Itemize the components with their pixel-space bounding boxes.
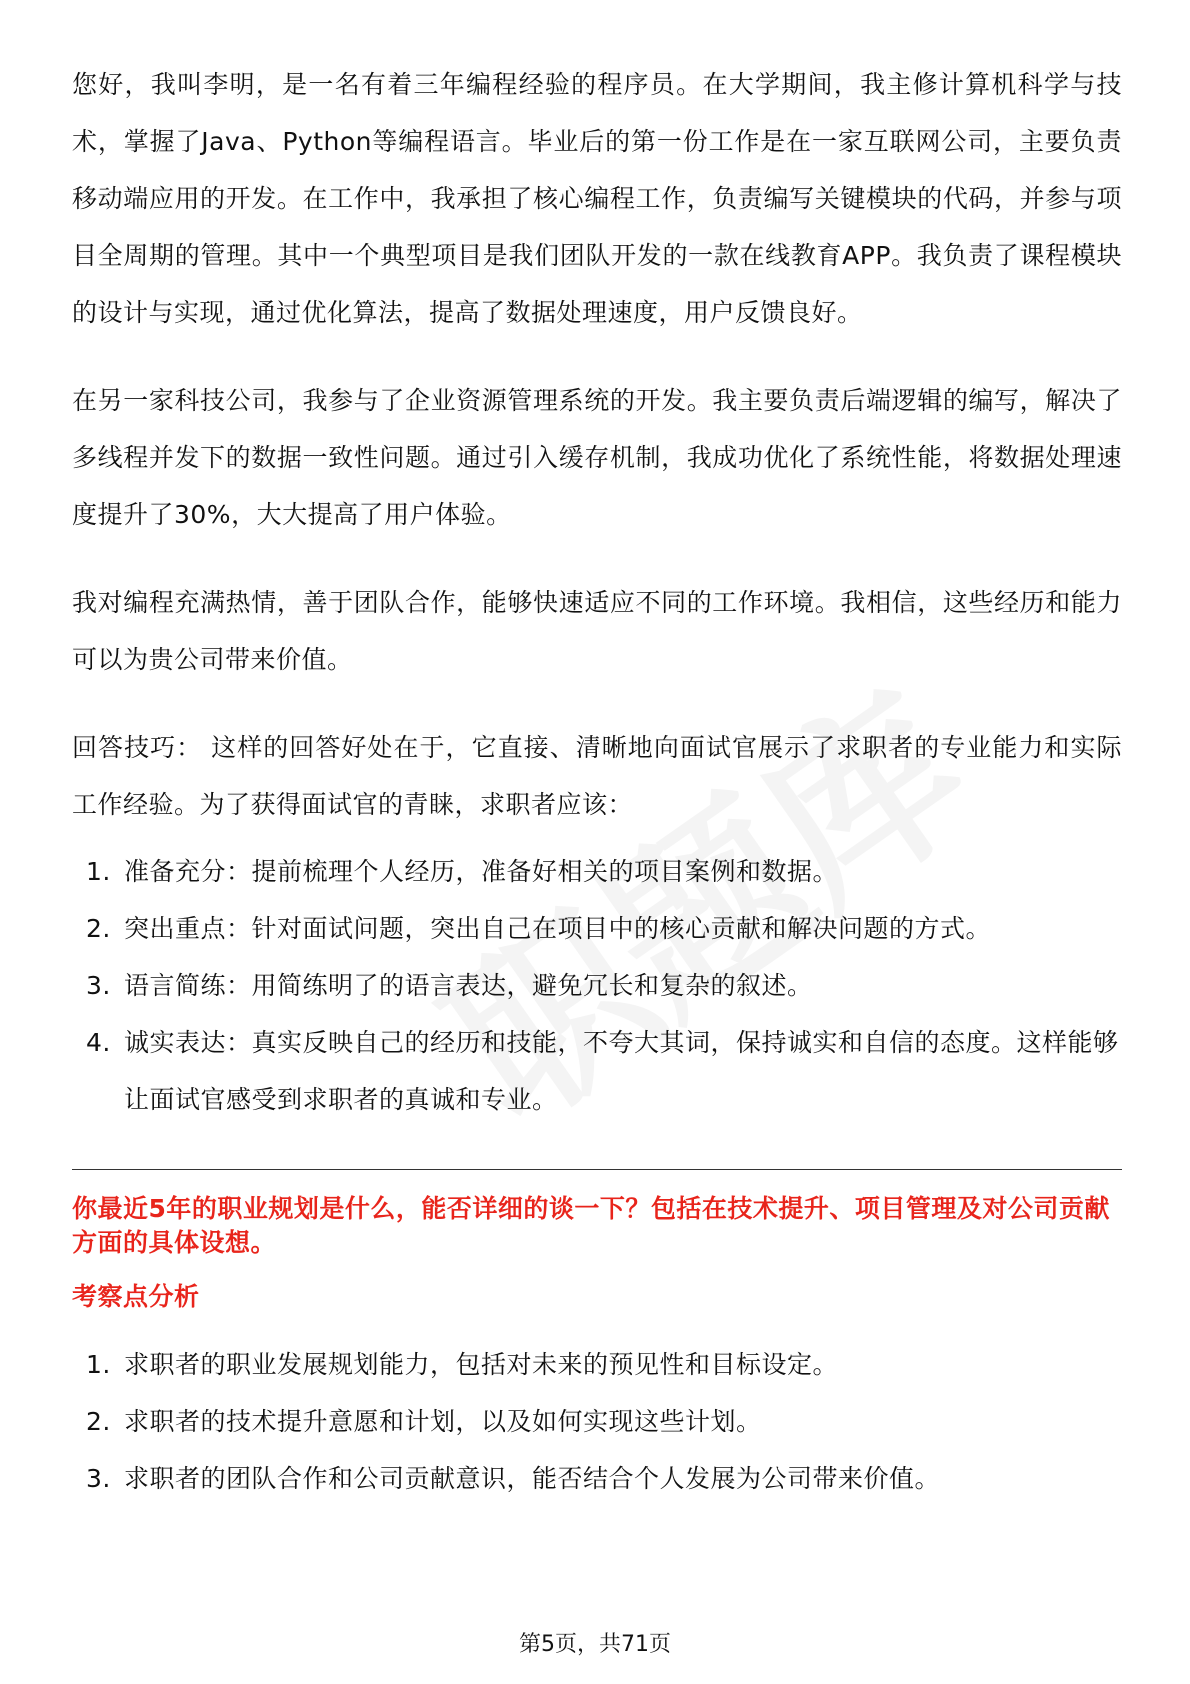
list-text: 求职者的职业发展规划能力，包括对未来的预见性和目标设定。 [124, 1350, 839, 1379]
tips-list [72, 843, 1122, 1128]
section-divider [72, 1169, 1122, 1170]
page-content [72, 56, 1122, 1507]
list-number: 4. [86, 1028, 111, 1057]
list-text: 求职者的团队合作和公司贡献意识，能否结合个人发展为公司带来价值。 [124, 1464, 941, 1493]
analysis-list [72, 1336, 1122, 1507]
list-item [72, 957, 1122, 1014]
interview-question: 你最近5年的职业规划是什么，能否详细的谈一下？包括在技术提升、项目管理及对公司贡献方面的具体设想。 [72, 1194, 1110, 1257]
answer-tips-intro: 回答技巧： 这样的回答好处在于，它直接、清晰地向面试官展示了求职者的专业能力和实际工作经验。为了获得面试官的青睐，求职者应该： [72, 733, 1122, 819]
list-number: 3. [86, 971, 111, 1000]
answer-paragraph-2: 在另一家科技公司，我参与了企业资源管理系统的开发。我主要负责后端逻辑的编写，解决了多线程并发下的数据一致性问题。通过引入缓存机制，我成功优化了系统性能，将数据处理速度提升了30%，大大提高了用户体验。 [72, 386, 1122, 529]
answer-paragraph-3: 我对编程充满热情，善于团队合作，能够快速适应不同的工作环境。我相信，这些经历和能力可以为贵公司带来价值。 [72, 588, 1122, 674]
list-item [72, 843, 1122, 900]
page-number: 第5页，共71页 [519, 1632, 671, 1657]
list-text: 诚实表达：真实反映自己的经历和技能，不夸大其词，保持诚实和自信的态度。这样能够让面试官感受到求职者的真诚和专业。 [124, 1028, 1119, 1114]
list-number: 1. [86, 1350, 111, 1379]
list-number: 3. [86, 1464, 111, 1493]
list-item [72, 1336, 1122, 1393]
list-text: 突出重点：针对面试问题，突出自己在项目中的核心贡献和解决问题的方式。 [124, 914, 992, 943]
list-item [72, 1450, 1122, 1507]
list-item [72, 1393, 1122, 1450]
list-item [72, 900, 1122, 957]
list-item [72, 1014, 1122, 1128]
answer-paragraph-1: 您好，我叫李明，是一名有着三年编程经验的程序员。在大学期间，我主修计算机科学与技术，掌握了Java、Python等编程语言。毕业后的第一份工作是在一家互联网公司，主要负责移动端应用的开发。在工作中，我承担了核心编程工作，负责编写关键模块的代码，并参与项目全周期的管理。其中一个典型项目是我们团队开发的一款在线教育APP。我负责了课程模块的设计与实现，通过优化算法，提高了数据处理速度，用户反馈良好。 [72, 70, 1122, 327]
list-text: 准备充分：提前梳理个人经历，准备好相关的项目案例和数据。 [124, 857, 839, 886]
analysis-heading: 考察点分析 [72, 1282, 200, 1311]
list-text: 语言简练：用简练明了的语言表达，避免冗长和复杂的叙述。 [124, 971, 813, 1000]
list-text: 求职者的技术提升意愿和计划，以及如何实现这些计划。 [124, 1407, 762, 1436]
list-number: 2. [86, 914, 111, 943]
list-number: 1. [86, 857, 111, 886]
list-number: 2. [86, 1407, 111, 1436]
